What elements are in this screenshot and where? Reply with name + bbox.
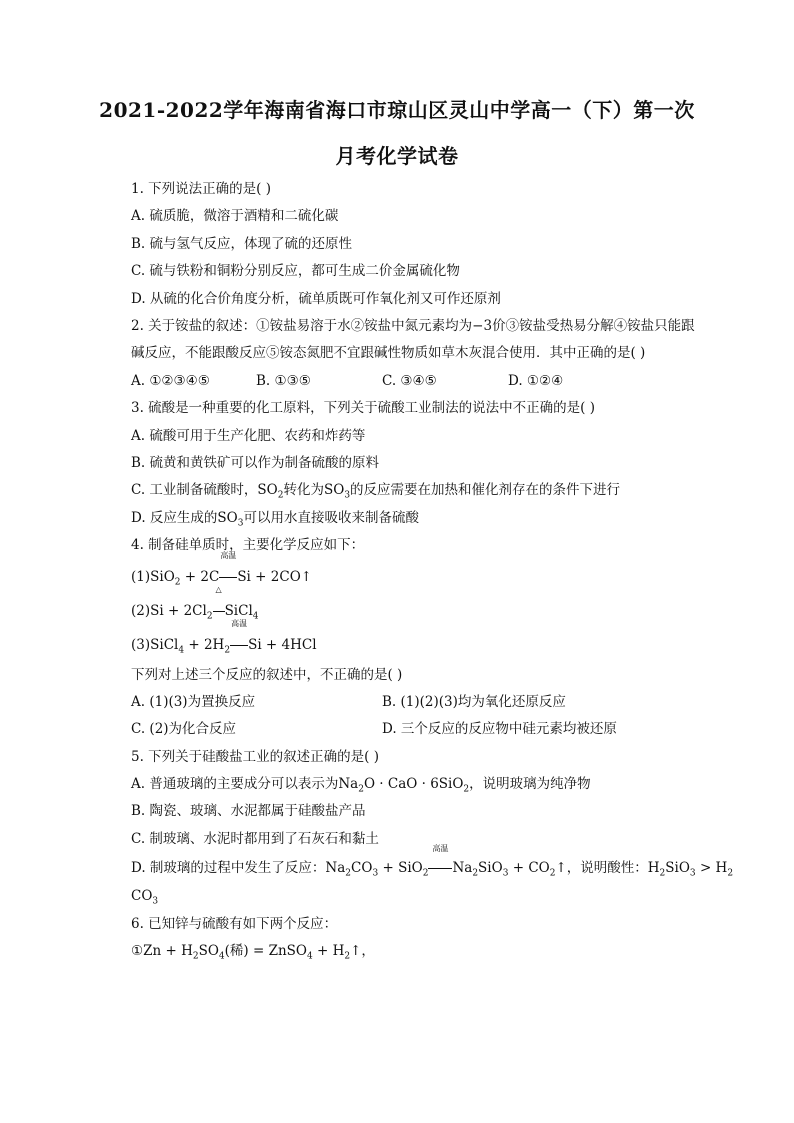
- q3-option-a: A. 硫酸可用于生产化肥、农药和炸药等: [131, 427, 366, 444]
- q4-equation-2: $(2)Si + 2Cl_2$ △ SiCl$_4$: [131, 584, 259, 622]
- q2-option-d: D. ①②④: [508, 372, 564, 389]
- q3-option-c: C. 工业制备硫酸时，$SO_2$转化为$SO_3$的反应需要在加热和催化剂存在的条件下进行: [131, 482, 621, 502]
- q1-option-b: B. 硫与氢气反应，体现了硫的还原性: [131, 235, 353, 252]
- q4-option-a: A. (1)(3)为置换反应: [131, 693, 256, 710]
- q6-stem: 6. 已知锌与硫酸有如下两个反应：: [131, 915, 338, 932]
- q1-option-c: C. 硫与铁粉和铜粉分别反应，都可生成二价金属硫化物: [131, 263, 460, 280]
- q5-option-b: B. 陶瓷、玻璃、水泥都属于硅酸盐产品: [131, 803, 366, 820]
- q2-options: [131, 368, 699, 395]
- q5-option-c: C. 制玻璃、水泥时都用到了石灰石和黏土: [131, 830, 379, 847]
- q4-option-b: B. (1)(2)(3)均为氧化还原反应: [382, 693, 566, 710]
- exam-title-line1: 2021-2022学年海南省海口市琼山区灵山中学高一（下）第一次: [99, 98, 695, 122]
- q4-stem: 4. 制备硅单质时，主要化学反应如下：: [131, 537, 365, 554]
- q2-stem: 2. 关于铵盐的叙述：①铵盐易溶于水②铵盐中氮元素均为−3价③铵盐受热易分解④铵盐只能跟碱反应，不能跟酸反应⑤铵态氮肥不宜跟碱性物质如草木灰混合使用．其中正确的是( ): [131, 317, 695, 362]
- q2-option-b: B. ①③⑤: [256, 372, 311, 389]
- q5-stem: 5. 下列关于硅酸盐工业的叙述正确的是( ): [131, 748, 379, 765]
- q4-option-c: C. (2)为化合反应: [131, 721, 237, 738]
- q1-option-a: A. 硫质脆，微溶于酒精和二硫化碳: [131, 208, 339, 225]
- q4-ask: 下列对上述三个反应的叙述中，不正确的是( ): [131, 666, 403, 683]
- q5-option-d: D. 制玻璃的过程中发生了反应：$Na_2CO_3 + SiO_2$ 高温 $Na_2SiO_3$ + $CO_2↑$，说明酸性：$H_2SiO_3 > H_2$: [131, 844, 734, 879]
- q2-option-a: A. ①②③④⑤: [131, 372, 210, 389]
- q5-option-d-cont: $CO_3$: [131, 888, 159, 907]
- q3-option-b: B. 硫黄和黄铁矿可以作为制备硫酸的原料: [131, 454, 380, 471]
- q1-stem: 1. 下列说法正确的是( ): [131, 181, 271, 197]
- q1-option-d: D. 从硫的化合价角度分析，硫单质既可作氧化剂又可作还原剂: [131, 290, 501, 307]
- q2-option-c: C. ③④⑤: [382, 372, 437, 389]
- q4-equation-3: (3)SiCl$_4$ + $2H_2$ 高温 Si + 4HCl: [131, 618, 317, 656]
- q5-option-a: A. 普通玻璃的主要成分可以表示为$Na_2O$ · CaO · 6SiO$_2$，说明玻璃为纯净物: [131, 776, 591, 795]
- q6-reaction-1: ①Zn + $H_2SO_4$(稀) = ZnSO$_4$ + $H_2↑$，: [131, 943, 375, 962]
- q3-option-d: D. 反应生成的$SO_3$可以用水直接吸收来制备硫酸: [131, 509, 419, 529]
- exam-body: [131, 176, 734, 965]
- q4-options-row1: [131, 689, 699, 716]
- q3-stem: 3. 硫酸是一种重要的化工原料，下列关于硫酸工业制法的说法中不正确的是( ): [131, 400, 595, 417]
- q4-option-d: D. 三个反应的反应物中硅元素均被还原: [382, 721, 617, 738]
- q4-equation-1: (1)SiO$_2$ + 2C 高温 Si + 2CO↑: [131, 550, 313, 588]
- exam-title-line2: 月考化学试卷: [335, 144, 459, 168]
- q4-options-row2: [131, 716, 699, 743]
